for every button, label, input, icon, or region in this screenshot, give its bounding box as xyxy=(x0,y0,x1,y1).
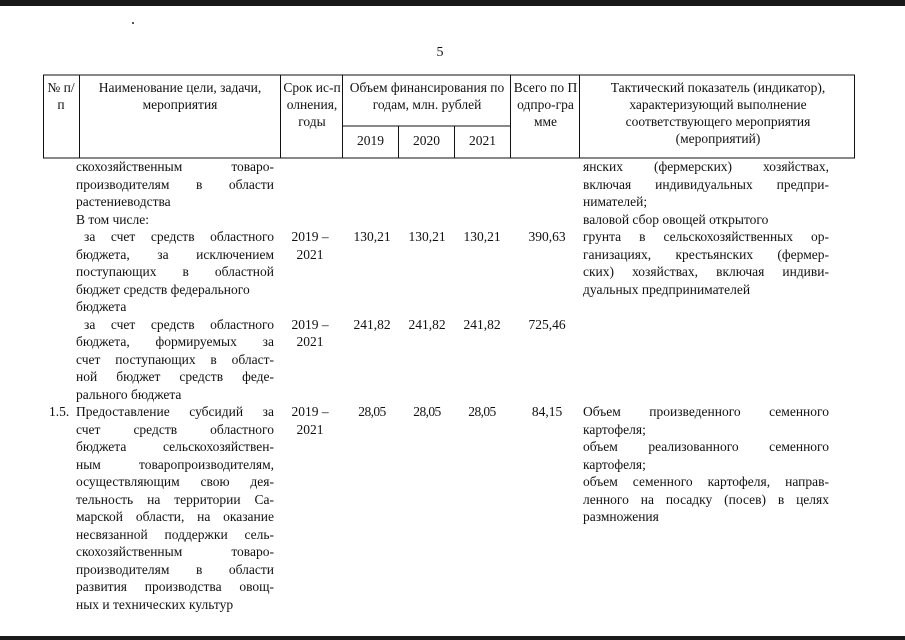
cont-name-line: растениеводства xyxy=(76,194,171,209)
bottom-border xyxy=(0,636,905,640)
cont-indicator-line: ганизациях, крестьянских (фермер- xyxy=(583,246,829,262)
cont-indicator-line: грунта в сельскохозяйственных ор- xyxy=(583,229,829,244)
sub2-value-2020: 241,82 xyxy=(408,316,446,332)
r15-name-line: осуществляющим свою дея- xyxy=(76,474,274,489)
sub2-term: 2019 – xyxy=(291,316,329,332)
r15-indicator-line: ленного на посадку (посев) в целях xyxy=(583,491,829,507)
cont-name-line: производителям в области xyxy=(76,176,274,192)
sub1-term: 2021 xyxy=(296,246,324,262)
sub1-value-2020: 130,21 xyxy=(408,229,446,244)
sub2-value-2021: 241,82 xyxy=(463,316,501,332)
sub1-value-2021: 130,21 xyxy=(463,229,501,244)
cont-indicator-line: нимателей; xyxy=(583,194,648,209)
sub2-name-line: ной бюджет средств феде- xyxy=(76,369,274,384)
r15-total: 84,15 xyxy=(531,404,563,419)
r15-value-2021: 28,05 xyxy=(468,404,496,419)
header-col-total: Всего по Подпро-грамме xyxy=(513,80,578,129)
r15-name-line: счет средств областного xyxy=(76,421,274,437)
r15-indicator-line: размножения xyxy=(583,509,659,524)
header-year-2019: 2019 xyxy=(357,133,384,148)
r15-indicator-line: объем семенного картофеля, направ- xyxy=(583,474,829,489)
sub2-name-line: бюджета, формируемых за xyxy=(76,334,274,349)
r15-name-line: бюджета сельскохозяйствен- xyxy=(76,439,274,454)
r15-name-line: развития производства овощ- xyxy=(76,579,274,594)
cont-indicator-line: янских (фермерских) хозяйствах, xyxy=(583,159,829,174)
sub1-name-line: бюджет средств федерального xyxy=(76,281,250,297)
r15-name-line: марской области, на оказание xyxy=(76,509,274,524)
r15-indicator-line: картофеля; xyxy=(583,421,646,437)
sub1-name-line: бюджета, за исключением xyxy=(76,246,274,262)
r15-indicator-line: Объем произведенного семенного xyxy=(583,404,829,419)
r15-indicator-line: картофеля; xyxy=(583,456,646,472)
sub1-name-line: за счет средств областного xyxy=(84,229,274,244)
header-col-indicator: Тактический показатель (индикатор), характеризующий выполнение соответствующего мероприятия (мероприятий) xyxy=(610,80,826,146)
sub2-value-2019: 241,82 xyxy=(353,316,391,332)
r15-name-line: скохозяйственным товаро- xyxy=(76,544,274,559)
header-col-term: Срок ис-полнения, годы xyxy=(283,80,341,129)
r15-term: 2019 – xyxy=(291,404,329,419)
sub2-total: 725,46 xyxy=(528,316,566,332)
page-number: 5 xyxy=(436,45,444,60)
header-col-finance: Объем финансирования по годам, млн. рублей xyxy=(349,80,505,112)
sub1-name-line: поступающих в областной xyxy=(76,264,274,279)
cont-name-line: скохозяйственным товаро- xyxy=(76,159,274,174)
header-col-number: № п/п xyxy=(47,80,75,112)
r15-value-2019: 28,05 xyxy=(358,404,386,419)
r15-name-line: несвязанной поддержки сель- xyxy=(76,526,274,542)
sub2-name-line: рального бюджета xyxy=(76,386,182,402)
cont-indicator-line: дуальных предпринимателей xyxy=(583,281,751,297)
sub1-term: 2019 – xyxy=(291,229,329,244)
r15-name-line: ных и технических культур xyxy=(76,596,234,612)
cont-indicator-line: включая индивидуальных предпри- xyxy=(583,176,829,192)
r15-name-line: ным товаропроизводителям, xyxy=(76,456,274,472)
r15-name-line: Предоставление субсидий за xyxy=(76,404,274,419)
r15-name-line: производителям в области xyxy=(76,561,274,577)
sub2-name-line: счет поступающих в област- xyxy=(76,351,274,367)
sub1-value-2019: 130,21 xyxy=(353,229,391,244)
sub2-name-line: за счет средств областного xyxy=(84,316,274,332)
sub2-term: 2021 xyxy=(296,334,324,349)
row-number: 1.5. xyxy=(49,404,70,419)
header-col-name: Наименование цели, задачи, мероприятия xyxy=(98,80,262,112)
sub1-name-line: бюджета xyxy=(76,299,127,314)
header-year-2020: 2020 xyxy=(413,133,440,148)
r15-indicator-line: объем реализованного семенного xyxy=(583,439,829,454)
r15-term: 2021 xyxy=(296,421,324,437)
cont-indicator-line: ских) хозяйствах, включая индиви- xyxy=(583,264,829,279)
sub1-total: 390,63 xyxy=(528,229,566,244)
r15-name-line: тельность на территории Са- xyxy=(76,491,274,507)
r15-value-2020: 28,05 xyxy=(413,404,441,419)
header-year-2021: 2021 xyxy=(469,133,496,148)
cont-name-line: В том числе: xyxy=(76,211,149,227)
cont-indicator-line: валовой сбор овощей открытого xyxy=(583,211,769,227)
